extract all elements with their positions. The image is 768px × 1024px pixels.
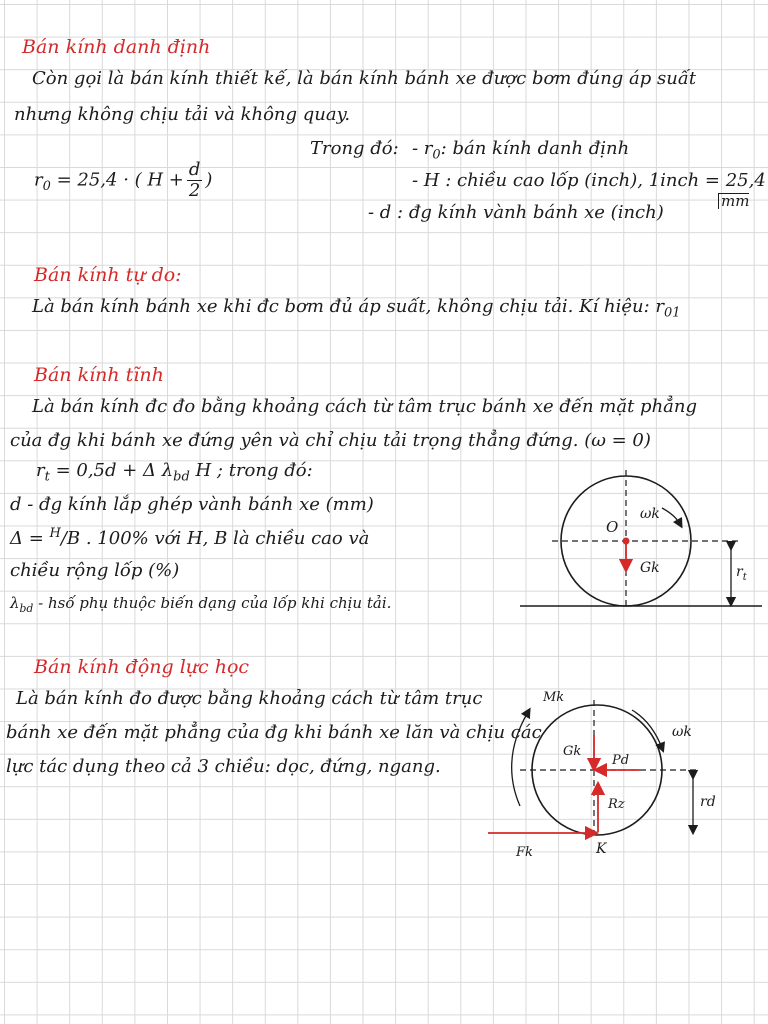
free-text-line1: Là bán kính bánh xe khi đc bơm đủ áp suất, không chịu tải. Kí hiệu: $r_{01}$ (32, 296, 681, 321)
nominal-text-line1: Còn gọi là bán kính thiết kế, là bán kính bánh xe được bơm đúng áp suất (32, 68, 697, 89)
dynamic-text-line2: bánh xe đến mặt phẳng của đg khi bánh xe lăn và chịu các (6, 722, 542, 743)
nominal-where-label: Trong đó: (310, 138, 399, 159)
dynamic-text-line1: Là bán kính đo được bằng khoảng cách từ tâm trục (16, 688, 483, 709)
static-text-line1: Là bán kính đc đo bằng khoảng cách từ tâm trục bánh xe đến mặt phẳng (32, 396, 698, 417)
dynamic-fk-label: Fk (516, 845, 533, 860)
dynamic-rd-label: rd (700, 794, 716, 810)
dynamic-k-label: K (596, 841, 607, 857)
nominal-text-line2: nhưng không chịu tải và không quay. (14, 104, 351, 125)
static-def-delta: Δ = $^H$/B . 100% với H, B là chiều cao và (10, 526, 370, 549)
dynamic-omega-label: ωk (672, 724, 692, 740)
heading-dynamic-radius: Bán kính động lực học (34, 656, 250, 678)
heading-free-radius: Bán kính tự do: (34, 264, 182, 286)
dynamic-text-line3: lực tác dụng theo cả 3 chiều: dọc, đứng, ngang. (6, 756, 441, 777)
nominal-formula: $r_0 = 25,4$ · ( H + $\frac{d}{2}$ ) (34, 159, 213, 201)
static-formula: $r_t = 0,5d + \Delta$ $\lambda_{bd}$ H ; trong đó: (36, 460, 313, 485)
dynamic-moment-arc (512, 712, 528, 806)
nominal-def-d: - d : đg kính vành bánh xe (inch) (368, 202, 664, 223)
dynamic-rz-label: Rz (608, 797, 625, 812)
heading-nominal-radius: Bán kính danh định (22, 36, 211, 58)
static-gk-label: Gk (640, 560, 660, 576)
formula-fraction: $\frac{d}{2}$ (188, 159, 201, 201)
dynamic-mk-label: Mk (543, 690, 565, 705)
dynamic-pd-label: Pd (612, 753, 630, 768)
static-rt-label: $r_t$ (736, 564, 747, 583)
static-def-lambda: $\lambda_{bd}$ - hsố phụ thuộc biến dạng của lốp khi chịu tải. (10, 594, 392, 615)
nominal-def-H: - H : chiều cao lốp (inch), 1inch = 25,4 (412, 170, 766, 191)
static-def-delta-line2: chiều rộng lốp (%) (10, 560, 180, 581)
nominal-def-r0: - $r_0$: bán kính danh định (412, 138, 630, 163)
dynamic-gk-label: Gk (563, 744, 582, 759)
heading-static-radius: Bán kính tĩnh (34, 364, 164, 386)
static-omega-label: ωk (640, 506, 660, 522)
static-def-d: d - đg kính lắp ghép vành bánh xe (mm) (10, 494, 374, 515)
static-center-label: O (606, 518, 619, 536)
nominal-def-H-unit: mm (718, 193, 749, 209)
static-text-line2: của đg khi bánh xe đứng yên và chỉ chịu tải trọng thẳng đứng. (ω = 0) (10, 430, 651, 451)
